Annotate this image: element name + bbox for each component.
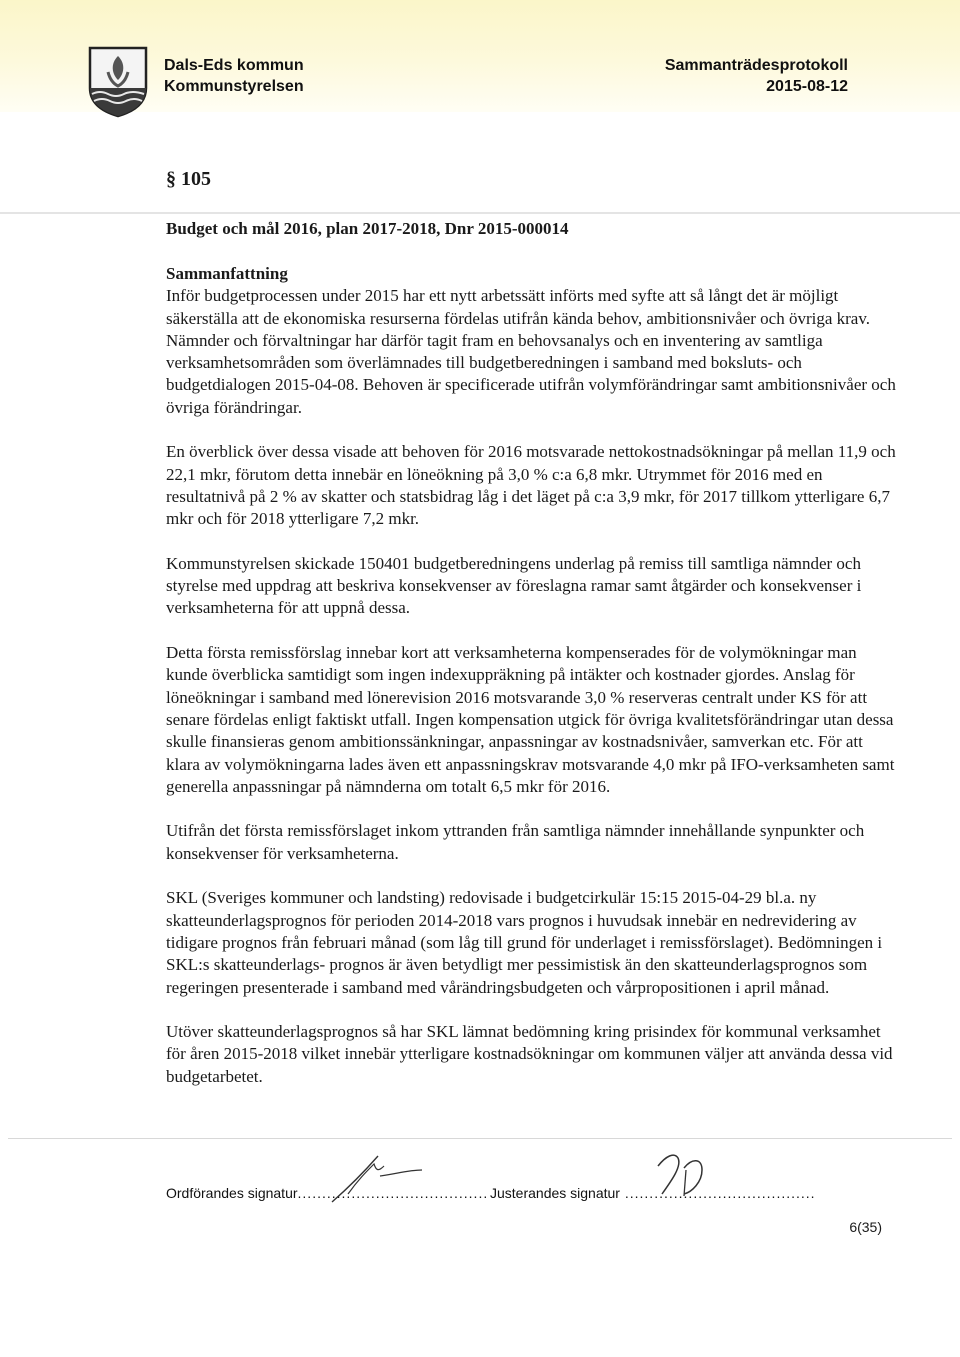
- municipal-crest-icon: [86, 44, 150, 118]
- chair-signature-label: Ordförandes signatur: [166, 1185, 298, 1201]
- body-paragraph: SKL (Sveriges kommuner och landsting) redovisade i budgetcirkulär 15:15 2015-04-29 bl.a. ny skatteunderlagsprognos för perioden 2014-2018 vars prognos i huvudsak innebär en nedrevidering av tidigare prognos från februari månad (som låg till grund för underlaget i remissförslaget). Bedömningen i SKL:s skatteunderlags- prognos är även betydligt mer pessimistisk än den skatteunderlagsprognos som regeringen presenterade i samband med vårändringsbudgeten och vårpropositionen i april månad.: [166, 888, 883, 997]
- body-paragraph: Utifrån det första remissförslaget inkom yttranden från samtliga nämnder innehållande synpunkter och konsekvenser för verksamheterna.: [166, 821, 865, 863]
- signature-line: .......................................: [619, 1185, 816, 1201]
- chair-signature-scrawl: [318, 1150, 428, 1206]
- body-paragraph: En överblick över dessa visade att behoven för 2016 motsvarade nettokostnadsökningar på mellan 11,9 och 22,1 mkr, förutom detta innebär en löneökning på 3,0 % c:a 6,8 mkr. Utrymmet för 2016 med en resultatnivå på 2 % av skatter och statsbidrag låg i det läget på c:a 3,9 mkr, för 2017 tillkom ytterligare 6,7 mkr och för 2018 ytterligare 7,2 mkr.: [166, 442, 896, 529]
- summary-heading: Sammanfattning: [166, 264, 288, 283]
- org-block: [164, 55, 304, 97]
- body-paragraph: Inför budgetprocessen under 2015 har ett nytt arbetssätt införts med syfte att så långt det är möjligt säkerställa att de ekonomiska resurserna fördelas utifrån kända behov, ambitionsnivåer och övriga krav. Nämnder och förvaltningar har därför tagit fram en behovsanalys och en inventering av samtliga verksamhetsområden som överlämnades till budgetberedningen i samband med boksluts- och budgetdialogen 2015-04-08. Behoven är specificerade utifrån volymförändringar samt ambitionsnivåer och övriga förändringar.: [166, 286, 896, 417]
- protocol-block: [665, 55, 848, 97]
- adjuster-signature-label: Justerandes signatur: [490, 1185, 620, 1201]
- org-name: Dals-Eds kommun: [164, 57, 304, 74]
- document-date: 2015-08-12: [766, 78, 848, 95]
- page-number: 6(35): [849, 1219, 882, 1235]
- adjuster-signature-scrawl: [648, 1146, 718, 1204]
- footer-divider: [8, 1138, 952, 1139]
- body-paragraph: Detta första remissförslag innebar kort att verksamheterna kompenserades för de volymökningar man kunde överblicka samtidigt som ingen indexuppräkning på intäkter och kostnader gjordes. Anslag för löneökningar i samband med lönerevision 2016 motsvarande 3,0 % reserveras centralt under KS för att senare fördelas enligt faktiskt utfall. Ingen kompensation utgick för övriga kvalitetsförändringar utan dessa skulle finansieras genom ambitionssänkningar, anpassningar av kostnadsnivåer, samverkan etc. För att klara av volymökningarna lades även ett anpassningskrav motsvarande 4,0 mkr på IFO-verksamheten samt generella anpassningar på nämnderna om totalt 6,5 mkr för 2016.: [166, 643, 895, 796]
- document-type: Sammanträdesprotokoll: [664, 57, 848, 74]
- body-paragraph: Kommunstyrelsen skickade 150401 budgetberedningens underlag på remiss till samtliga nämnder och styrelse med uppdrag att beskriva konsekvenser av föreslagna ramar samt åtgärder och konsekvenser i verksamheterna för att uppnå dessa.: [166, 553, 862, 618]
- signature-line: .......................................: [297, 1185, 489, 1201]
- document-body: [166, 263, 901, 1110]
- org-body: Kommunstyrelsen: [164, 78, 304, 95]
- paragraph-number: § 105: [166, 168, 211, 190]
- divider: [0, 212, 960, 214]
- item-title: Budget och mål 2016, plan 2017-2018, Dnr 2015-000014: [166, 219, 569, 238]
- body-paragraph: Utöver skatteunderlagsprognos så har SKL lämnat bedömning kring prisindex för kommunal verksamhet för åren 2015-2018 vilket innebär ytterligare kostnadsökningar om kommunen väljer att använda dessa vid budgetarbetet.: [166, 1022, 893, 1086]
